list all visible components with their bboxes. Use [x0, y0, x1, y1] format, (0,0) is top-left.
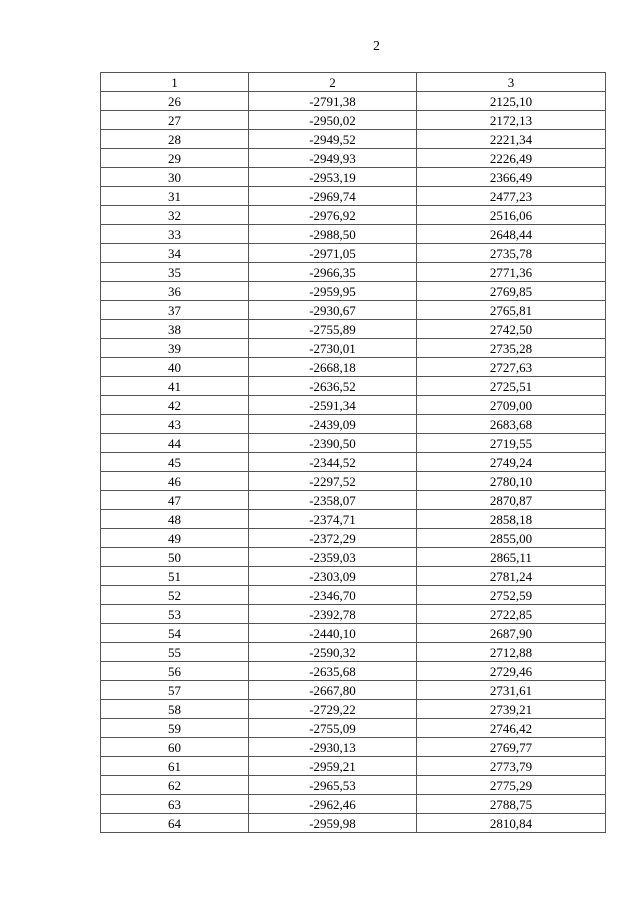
cell-y-coordinate: 2648,44: [417, 225, 606, 244]
cell-point-number: 29: [101, 149, 249, 168]
cell-point-number: 28: [101, 130, 249, 149]
cell-point-number: 38: [101, 320, 249, 339]
cell-point-number: 45: [101, 453, 249, 472]
cell-point-number: 40: [101, 358, 249, 377]
cell-x-coordinate: -2390,50: [249, 434, 417, 453]
cell-x-coordinate: -2930,67: [249, 301, 417, 320]
cell-point-number: 26: [101, 92, 249, 111]
table-row: [101, 814, 606, 833]
cell-point-number: 41: [101, 377, 249, 396]
cell-point-number: 55: [101, 643, 249, 662]
cell-x-coordinate: -2971,05: [249, 244, 417, 263]
table-row: [101, 149, 606, 168]
cell-x-coordinate: -2959,95: [249, 282, 417, 301]
cell-y-coordinate: 2870,87: [417, 491, 606, 510]
table-row: [101, 168, 606, 187]
cell-point-number: 47: [101, 491, 249, 510]
cell-point-number: 58: [101, 700, 249, 719]
table-row: [101, 643, 606, 662]
cell-y-coordinate: 2725,51: [417, 377, 606, 396]
cell-x-coordinate: -2949,52: [249, 130, 417, 149]
table-row: [101, 339, 606, 358]
table-row: [101, 453, 606, 472]
table-row: [101, 244, 606, 263]
cell-point-number: 61: [101, 757, 249, 776]
table-row: [101, 358, 606, 377]
cell-y-coordinate: 2709,00: [417, 396, 606, 415]
cell-x-coordinate: -2346,70: [249, 586, 417, 605]
table-row: [101, 624, 606, 643]
cell-x-coordinate: -2372,29: [249, 529, 417, 548]
cell-point-number: 37: [101, 301, 249, 320]
cell-y-coordinate: 2788,75: [417, 795, 606, 814]
cell-y-coordinate: 2719,55: [417, 434, 606, 453]
cell-x-coordinate: -2791,38: [249, 92, 417, 111]
cell-x-coordinate: -2729,22: [249, 700, 417, 719]
cell-point-number: 50: [101, 548, 249, 567]
table-row: [101, 681, 606, 700]
cell-y-coordinate: 2729,46: [417, 662, 606, 681]
cell-y-coordinate: 2752,59: [417, 586, 606, 605]
cell-y-coordinate: 2810,84: [417, 814, 606, 833]
cell-x-coordinate: -2966,35: [249, 263, 417, 282]
cell-y-coordinate: 2722,85: [417, 605, 606, 624]
cell-point-number: 57: [101, 681, 249, 700]
table-row: [101, 377, 606, 396]
cell-y-coordinate: 2172,13: [417, 111, 606, 130]
table-body: [101, 92, 606, 833]
cell-y-coordinate: 2858,18: [417, 510, 606, 529]
cell-y-coordinate: 2727,63: [417, 358, 606, 377]
cell-point-number: 56: [101, 662, 249, 681]
cell-x-coordinate: -2359,03: [249, 548, 417, 567]
table-row: [101, 700, 606, 719]
table-row: [101, 472, 606, 491]
table-row: [101, 225, 606, 244]
table-row: [101, 320, 606, 339]
table-row: [101, 282, 606, 301]
table-row: [101, 130, 606, 149]
cell-point-number: 62: [101, 776, 249, 795]
cell-x-coordinate: -2959,98: [249, 814, 417, 833]
cell-y-coordinate: 2765,81: [417, 301, 606, 320]
cell-y-coordinate: 2366,49: [417, 168, 606, 187]
cell-point-number: 63: [101, 795, 249, 814]
cell-point-number: 34: [101, 244, 249, 263]
cell-x-coordinate: -2636,52: [249, 377, 417, 396]
cell-x-coordinate: -2962,46: [249, 795, 417, 814]
cell-point-number: 48: [101, 510, 249, 529]
table-row: [101, 529, 606, 548]
cell-point-number: 52: [101, 586, 249, 605]
cell-y-coordinate: 2731,61: [417, 681, 606, 700]
cell-x-coordinate: -2303,09: [249, 567, 417, 586]
cell-y-coordinate: 2771,36: [417, 263, 606, 282]
cell-x-coordinate: -2959,21: [249, 757, 417, 776]
cell-x-coordinate: -2344,52: [249, 453, 417, 472]
cell-x-coordinate: -2755,89: [249, 320, 417, 339]
page-number: 2: [373, 39, 380, 54]
table-row: [101, 776, 606, 795]
table-header-row: [101, 73, 606, 92]
cell-point-number: 36: [101, 282, 249, 301]
cell-y-coordinate: 2865,11: [417, 548, 606, 567]
cell-x-coordinate: -2755,09: [249, 719, 417, 738]
cell-point-number: 31: [101, 187, 249, 206]
table-row: [101, 738, 606, 757]
cell-x-coordinate: -2358,07: [249, 491, 417, 510]
table-row: [101, 434, 606, 453]
cell-x-coordinate: -2439,09: [249, 415, 417, 434]
cell-x-coordinate: -2591,34: [249, 396, 417, 415]
cell-point-number: 32: [101, 206, 249, 225]
table-row: [101, 415, 606, 434]
table-row: [101, 605, 606, 624]
table-row: [101, 510, 606, 529]
cell-x-coordinate: -2590,32: [249, 643, 417, 662]
table-row: [101, 111, 606, 130]
cell-point-number: 44: [101, 434, 249, 453]
cell-x-coordinate: -2976,92: [249, 206, 417, 225]
column-header-point-number: 1: [101, 73, 249, 92]
cell-y-coordinate: 2687,90: [417, 624, 606, 643]
cell-y-coordinate: 2855,00: [417, 529, 606, 548]
cell-y-coordinate: 2746,42: [417, 719, 606, 738]
cell-point-number: 54: [101, 624, 249, 643]
column-header-x: 2: [249, 73, 417, 92]
cell-x-coordinate: -2969,74: [249, 187, 417, 206]
cell-x-coordinate: -2950,02: [249, 111, 417, 130]
cell-point-number: 64: [101, 814, 249, 833]
cell-y-coordinate: 2226,49: [417, 149, 606, 168]
table-row: [101, 491, 606, 510]
cell-y-coordinate: 2683,68: [417, 415, 606, 434]
cell-y-coordinate: 2735,78: [417, 244, 606, 263]
cell-y-coordinate: 2749,24: [417, 453, 606, 472]
cell-x-coordinate: -2297,52: [249, 472, 417, 491]
cell-y-coordinate: 2735,28: [417, 339, 606, 358]
table-row: [101, 567, 606, 586]
cell-y-coordinate: 2769,85: [417, 282, 606, 301]
cell-x-coordinate: -2392,78: [249, 605, 417, 624]
cell-x-coordinate: -2440,10: [249, 624, 417, 643]
cell-y-coordinate: 2781,24: [417, 567, 606, 586]
cell-point-number: 33: [101, 225, 249, 244]
cell-point-number: 43: [101, 415, 249, 434]
cell-x-coordinate: -2988,50: [249, 225, 417, 244]
cell-x-coordinate: -2667,80: [249, 681, 417, 700]
cell-x-coordinate: -2953,19: [249, 168, 417, 187]
table-row: [101, 586, 606, 605]
cell-y-coordinate: 2769,77: [417, 738, 606, 757]
table-row: [101, 719, 606, 738]
table-row: [101, 206, 606, 225]
cell-y-coordinate: 2516,06: [417, 206, 606, 225]
coordinates-table: [100, 72, 606, 833]
table-row: [101, 263, 606, 282]
cell-y-coordinate: 2780,10: [417, 472, 606, 491]
cell-point-number: 27: [101, 111, 249, 130]
table-row: [101, 301, 606, 320]
cell-y-coordinate: 2773,79: [417, 757, 606, 776]
cell-y-coordinate: 2712,88: [417, 643, 606, 662]
cell-y-coordinate: 2739,21: [417, 700, 606, 719]
cell-point-number: 30: [101, 168, 249, 187]
cell-y-coordinate: 2742,50: [417, 320, 606, 339]
column-header-y: 3: [417, 73, 606, 92]
cell-point-number: 60: [101, 738, 249, 757]
cell-y-coordinate: 2775,29: [417, 776, 606, 795]
cell-x-coordinate: -2635,68: [249, 662, 417, 681]
cell-point-number: 49: [101, 529, 249, 548]
cell-y-coordinate: 2221,34: [417, 130, 606, 149]
table-row: [101, 548, 606, 567]
cell-y-coordinate: 2477,23: [417, 187, 606, 206]
cell-x-coordinate: -2949,93: [249, 149, 417, 168]
cell-point-number: 35: [101, 263, 249, 282]
table-row: [101, 795, 606, 814]
cell-x-coordinate: -2374,71: [249, 510, 417, 529]
cell-point-number: 53: [101, 605, 249, 624]
cell-point-number: 46: [101, 472, 249, 491]
cell-x-coordinate: -2965,53: [249, 776, 417, 795]
table-row: [101, 92, 606, 111]
cell-point-number: 51: [101, 567, 249, 586]
cell-x-coordinate: -2668,18: [249, 358, 417, 377]
table-row: [101, 757, 606, 776]
cell-x-coordinate: -2730,01: [249, 339, 417, 358]
table-row: [101, 187, 606, 206]
table-row: [101, 396, 606, 415]
cell-y-coordinate: 2125,10: [417, 92, 606, 111]
cell-point-number: 39: [101, 339, 249, 358]
cell-x-coordinate: -2930,13: [249, 738, 417, 757]
cell-point-number: 42: [101, 396, 249, 415]
cell-point-number: 59: [101, 719, 249, 738]
table-row: [101, 662, 606, 681]
